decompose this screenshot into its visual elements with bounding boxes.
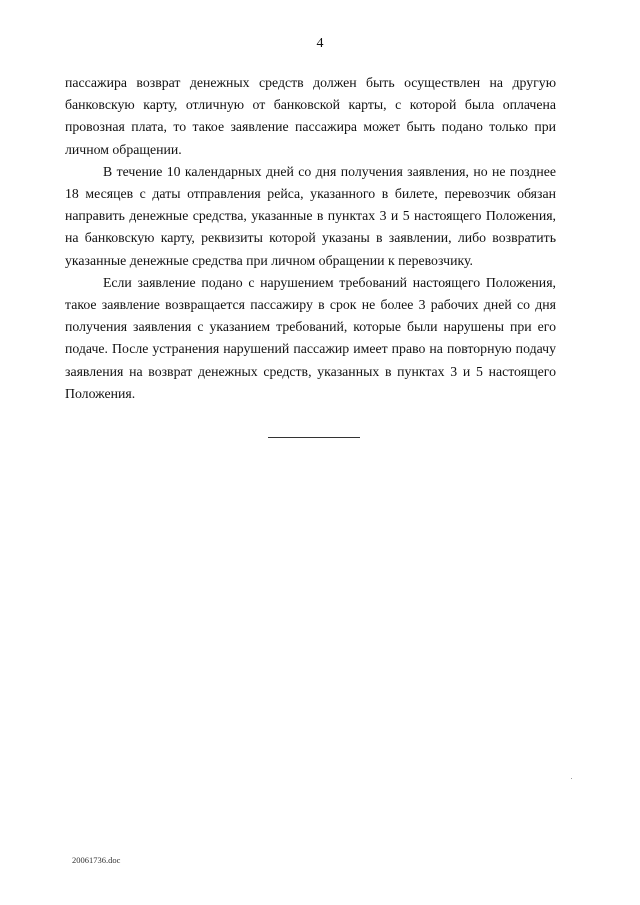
scan-speck bbox=[571, 778, 572, 779]
document-body bbox=[65, 72, 556, 405]
paragraph-continuation: пассажира возврат денежных средств должен быть осуществлен на другую банковскую карту, отличную от банковской карты, с которой была оплачена провозная плата, то такое заявление пассажира может быть подано только при личном обращении. bbox=[65, 75, 556, 157]
document-file-id: 20061736.doc bbox=[72, 855, 121, 865]
paragraph-refund-term: В течение 10 календарных дней со дня получения заявления, но не позднее 18 месяцев с даты отправления рейса, указанного в билете, перевозчик обязан направить денежные средства, указанные в пунктах 3 и 5 настоящего Положения, на банковскую карту, реквизиты которой указаны в заявлении, либо возвратить указанные денежные средства при личном обращении к перевозчику. bbox=[65, 163, 556, 268]
paragraph-violation-return: Если заявление подано с нарушением требований настоящего Положения, такое заявление возвращается пассажиру в срок не более 3 рабочих дней со дня получения заявления с указанием требований, которые были нарушены при его подаче. После устранения нарушений пассажир имеет право на повторную подачу заявления на возврат денежных средств, указанных в пунктах 3 и 5 настоящего Положения. bbox=[65, 274, 556, 401]
page-number: 4 bbox=[316, 36, 324, 51]
end-of-text-rule bbox=[268, 437, 360, 438]
